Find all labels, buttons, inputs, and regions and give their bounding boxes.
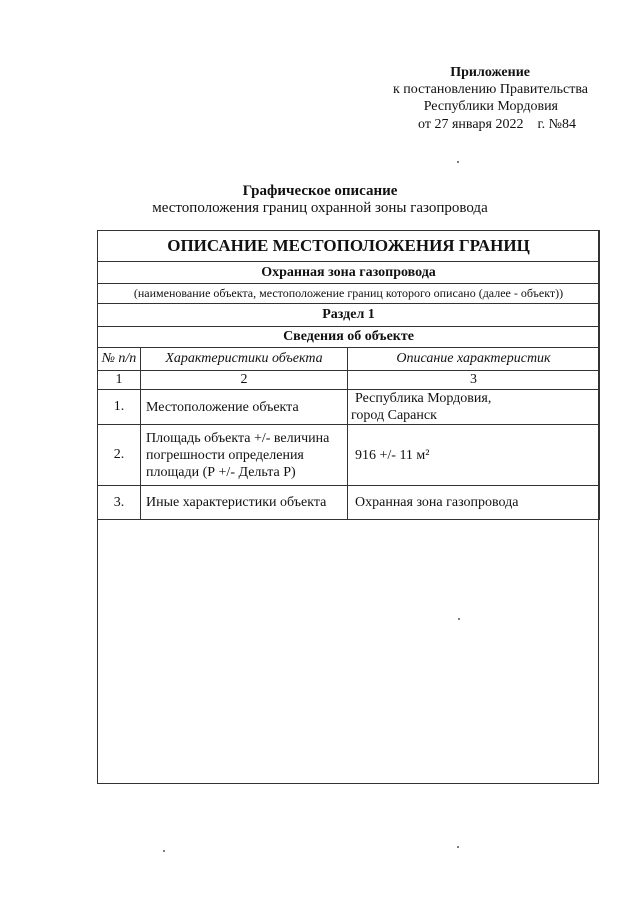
table-row bbox=[98, 425, 600, 486]
row-description: Охранная зона газопровода bbox=[348, 486, 600, 520]
document-title bbox=[0, 183, 640, 217]
row-number: 3. bbox=[98, 486, 141, 520]
row-description: 916 +/- 11 м² bbox=[348, 425, 600, 486]
table-heading: ОПИСАНИЕ МЕСТОПОЛОЖЕНИЯ ГРАНИЦ bbox=[98, 231, 600, 262]
object-name: Охранная зона газопровода bbox=[98, 262, 600, 284]
table-row bbox=[98, 390, 600, 425]
appendix-line-1: к постановлению Правительства bbox=[392, 82, 588, 97]
column-number: 1 bbox=[98, 371, 141, 390]
scan-speck bbox=[457, 161, 459, 163]
row-characteristic-line: площади (Р +/- Дельта Р) bbox=[146, 464, 296, 480]
row-description-line: Республика Мордовия, bbox=[355, 391, 492, 406]
column-number: 3 bbox=[348, 371, 600, 390]
appendix-date: от 27 января 2022 г. №84 bbox=[418, 117, 576, 132]
appendix-line-2: Республики Мордовия bbox=[423, 99, 558, 114]
scan-speck bbox=[163, 850, 165, 852]
appendix-block bbox=[328, 64, 588, 133]
object-name-note: (наименование объекта, местоположение границ которого описано (далее - объект)) bbox=[98, 284, 600, 304]
column-header: Характеристики объекта bbox=[141, 348, 348, 371]
row-characteristic-line: погрешности определения bbox=[146, 447, 304, 463]
row-characteristic: Иные характеристики объекта bbox=[141, 486, 348, 520]
document-title-sub: местоположения границ охранной зоны газопровода bbox=[152, 200, 488, 216]
object-info-title: Сведения об объекте bbox=[98, 327, 600, 348]
boundary-description-table bbox=[97, 230, 600, 520]
appendix-title: Приложение bbox=[450, 65, 530, 80]
scan-speck bbox=[457, 846, 459, 848]
row-description bbox=[348, 390, 600, 425]
row-characteristic: Местоположение объекта bbox=[141, 390, 348, 425]
row-number: 2. bbox=[98, 425, 141, 486]
document-title-main: Графическое описание bbox=[242, 183, 398, 199]
row-number: 1. bbox=[98, 390, 141, 425]
row-characteristic-line: Площадь объекта +/- величина bbox=[146, 430, 330, 446]
row-description-line: город Саранск bbox=[351, 408, 437, 423]
table-row bbox=[98, 486, 600, 520]
column-header: № п/п bbox=[98, 348, 141, 371]
section-title: Раздел 1 bbox=[98, 304, 600, 327]
row-characteristic bbox=[141, 425, 348, 486]
column-number: 2 bbox=[141, 371, 348, 390]
column-header: Описание характеристик bbox=[348, 348, 600, 371]
